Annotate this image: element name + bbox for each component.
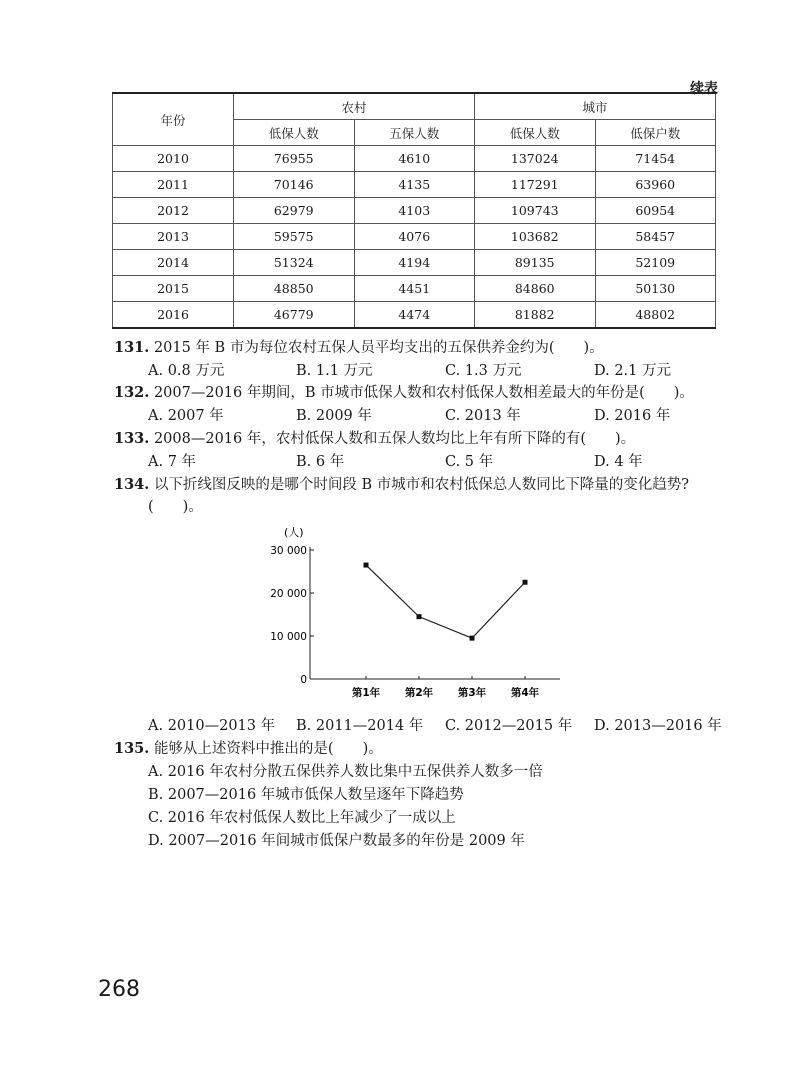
question-number: 131. (114, 339, 150, 356)
y-tick-label: 30 000 (270, 545, 307, 557)
table-cell: 4076 (354, 224, 475, 250)
question-134-blank: ( )。 (148, 499, 203, 515)
table-row (113, 276, 716, 302)
y-tick-label: 20 000 (270, 588, 307, 600)
table-cell: 46779 (234, 302, 355, 329)
table-cell: 103682 (475, 224, 596, 250)
option-c[interactable]: C. 1.3 万元 (445, 363, 522, 379)
table-row (113, 224, 716, 250)
table-cell: 48850 (234, 276, 355, 302)
option-b[interactable]: B. 1.1 万元 (296, 363, 373, 379)
table-cell: 48802 (595, 302, 716, 329)
question-text: 2007—2016 年期间，B 市城市低保人数和农村低保人数相差最大的年份是( )。 (153, 385, 694, 401)
data-point (470, 636, 475, 641)
table-cell: 117291 (475, 172, 596, 198)
table-cell: 76955 (234, 146, 355, 172)
sub-header: 低保户数 (595, 120, 716, 146)
year-header: 年份 (113, 93, 234, 146)
option-c[interactable]: C. 2013 年 (445, 408, 521, 424)
table-cell: 2014 (113, 250, 234, 276)
rural-header: 农村 (234, 93, 475, 120)
option-b[interactable]: B. 2011—2014 年 (296, 718, 424, 734)
y-tick-label: 0 (300, 674, 307, 686)
data-point (417, 614, 422, 619)
table-cell: 52109 (595, 250, 716, 276)
question-number: 134. (114, 476, 150, 493)
option-b[interactable]: B. 2009 年 (296, 408, 372, 424)
option-a[interactable]: A. 0.8 万元 (148, 363, 225, 379)
question-number: 133. (114, 430, 150, 447)
table-cell: 4451 (354, 276, 475, 302)
table-row (113, 146, 716, 172)
table-cell: 70146 (234, 172, 355, 198)
table-cell: 4610 (354, 146, 475, 172)
question-text: 以下折线图反映的是哪个时间段 B 市城市和农村低保总人数同比下降量的变化趋势? (153, 477, 690, 493)
data-point (364, 563, 369, 568)
series-line (366, 565, 525, 638)
option-b[interactable]: B. 6 年 (296, 454, 345, 470)
option-d[interactable]: D. 2.1 万元 (594, 363, 671, 379)
table-cell: 2015 (113, 276, 234, 302)
table-row (113, 250, 716, 276)
table-row (113, 172, 716, 198)
table-cell: 59575 (234, 224, 355, 250)
page-number: 268 (98, 977, 140, 1002)
table-cell: 4474 (354, 302, 475, 329)
option-c[interactable]: C. 2012—2015 年 (445, 718, 573, 734)
data-table (112, 92, 716, 329)
table-cell: 4103 (354, 198, 475, 224)
table-cell: 2010 (113, 146, 234, 172)
sub-header: 低保人数 (234, 120, 355, 146)
option-d[interactable]: D. 4 年 (594, 454, 643, 470)
table-cell: 4135 (354, 172, 475, 198)
table-cell: 60954 (595, 198, 716, 224)
data-point (523, 580, 528, 585)
table-cell: 4194 (354, 250, 475, 276)
table-cell: 109743 (475, 198, 596, 224)
sub-header: 低保人数 (475, 120, 596, 146)
option-a[interactable]: A. 2010—2013 年 (148, 718, 276, 734)
option-a[interactable]: A. 7 年 (148, 454, 197, 470)
table-cell: 89135 (475, 250, 596, 276)
question-text: 2008—2016 年，农村低保人数和五保人数均比上年有所下降的有( )。 (153, 431, 636, 447)
table-cell: 51324 (234, 250, 355, 276)
line-chart (270, 522, 580, 702)
table-row (113, 302, 716, 329)
option-d[interactable]: D. 2013—2016 年 (594, 718, 722, 734)
table-cell: 71454 (595, 146, 716, 172)
x-tick-label: 第3年 (457, 687, 487, 699)
question-135 (114, 737, 383, 758)
table-cell: 58457 (595, 224, 716, 250)
continued-label: 续表 (690, 81, 718, 97)
table-row (113, 198, 716, 224)
x-tick-label: 第4年 (510, 687, 540, 699)
table-cell: 62979 (234, 198, 355, 224)
question-text: 能够从上述资料中推出的是( )。 (153, 741, 383, 757)
question-text: 2015 年 B 市为每位农村五保人员平均支出的五保供养金约为( )。 (153, 340, 604, 356)
question-131 (114, 336, 604, 357)
option-b[interactable]: B. 2007—2016 年城市低保人数呈逐年下降趋势 (148, 787, 464, 803)
option-a[interactable]: A. 2016 年农村分散五保供养人数比集中五保供养人数多一倍 (148, 764, 543, 780)
table-cell: 50130 (595, 276, 716, 302)
option-c[interactable]: C. 5 年 (445, 454, 494, 470)
y-axis-unit: (人) (284, 526, 304, 539)
table-cell: 2011 (113, 172, 234, 198)
table-cell: 137024 (475, 146, 596, 172)
question-134 (114, 473, 689, 494)
x-tick-label: 第2年 (404, 687, 434, 699)
table-cell: 63960 (595, 172, 716, 198)
table-cell: 2013 (113, 224, 234, 250)
sub-header: 五保人数 (354, 120, 475, 146)
option-c[interactable]: C. 2016 年农村低保人数比上年减少了一成以上 (148, 810, 456, 826)
question-132 (114, 381, 694, 402)
table-cell: 81882 (475, 302, 596, 329)
table-cell: 84860 (475, 276, 596, 302)
table-cell: 2016 (113, 302, 234, 329)
urban-header: 城市 (475, 93, 716, 120)
option-a[interactable]: A. 2007 年 (148, 408, 224, 424)
x-tick-label: 第1年 (351, 687, 381, 699)
option-d[interactable]: D. 2016 年 (594, 408, 671, 424)
question-number: 135. (114, 740, 150, 757)
option-d[interactable]: D. 2007—2016 年间城市低保户数最多的年份是 2009 年 (148, 833, 525, 849)
table-cell: 2012 (113, 198, 234, 224)
question-number: 132. (114, 384, 150, 401)
question-133 (114, 427, 635, 448)
y-tick-label: 10 000 (270, 631, 307, 643)
